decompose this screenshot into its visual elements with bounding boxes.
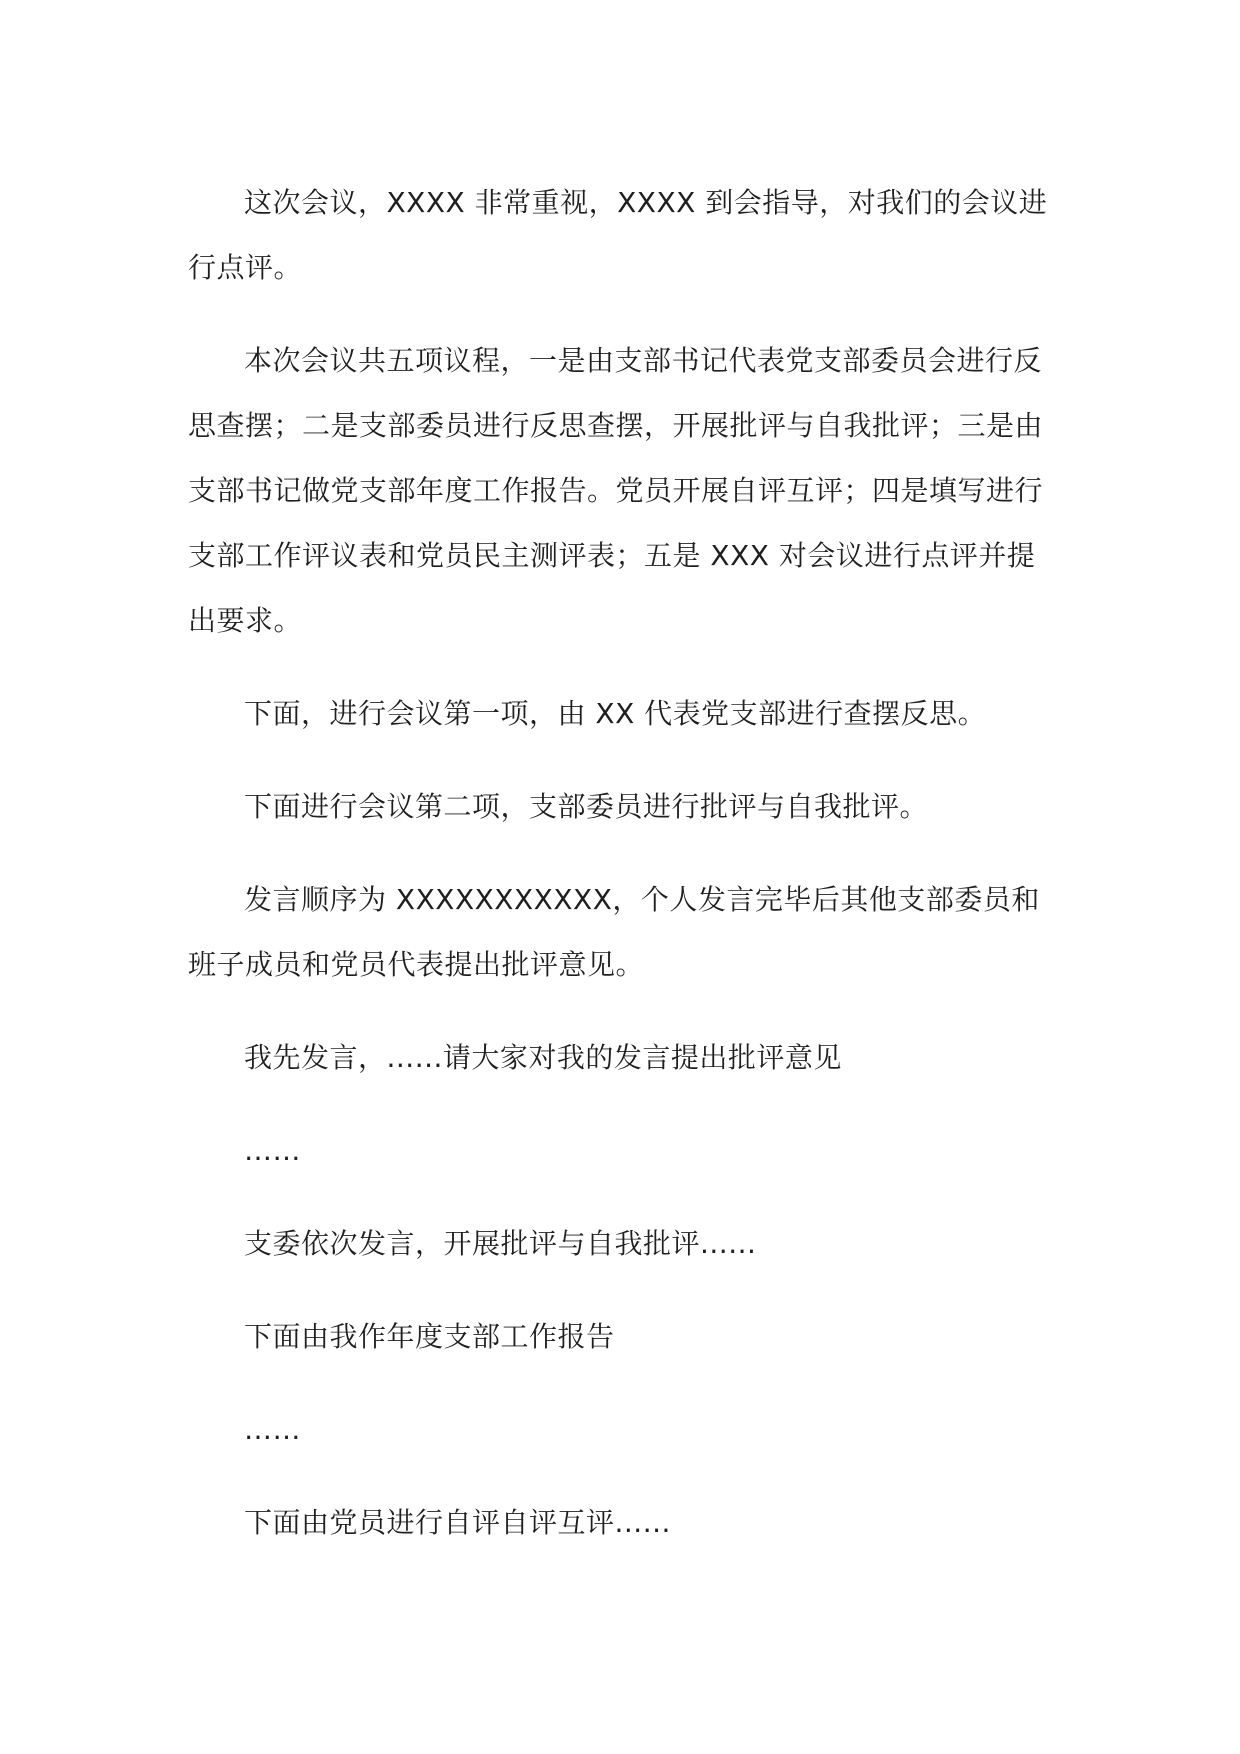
paragraph-speaking-order: 发言顺序为 XXXXXXXXXXX，个人发言完毕后其他支部委员和班子成员和党员代表提出批评意见。 <box>188 883 1040 981</box>
paragraph-first-speech: 我先发言，......请大家对我的发言提出批评意见 <box>244 1041 842 1074</box>
document-body <box>188 170 1058 1583</box>
paragraph-agenda: 本次会议共五项议程，一是由支部书记代表党支部委员会进行反思查摆；二是支部委员进行反思查摆，开展批评与自我批评；三是由支部书记做党支部年度工作报告。党员开展自评互评；四是填写进行支部工作评议表和党员民主测评表；五是 XXX 对会议进行点评并提出要求。 <box>188 344 1044 637</box>
paragraph-ellipsis-1: …… <box>244 1134 301 1167</box>
paragraph-ellipsis-2: …… <box>244 1413 301 1446</box>
paragraph-committee-speeches: 支委依次发言，开展批评与自我批评...... <box>244 1227 757 1260</box>
paragraph-member-evaluation: 下面由党员进行自评自评互评...... <box>244 1506 671 1539</box>
paragraph-item-one: 下面，进行会议第一项，由 XX 代表党支部进行查摆反思。 <box>244 697 987 730</box>
paragraph-annual-report: 下面由我作年度支部工作报告 <box>244 1320 615 1353</box>
paragraph-opening: 这次会议，XXXX 非常重视，XXXX 到会指导，对我们的会议进行点评。 <box>188 186 1048 284</box>
paragraph-item-two: 下面进行会议第二项，支部委员进行批评与自我批评。 <box>244 790 929 823</box>
